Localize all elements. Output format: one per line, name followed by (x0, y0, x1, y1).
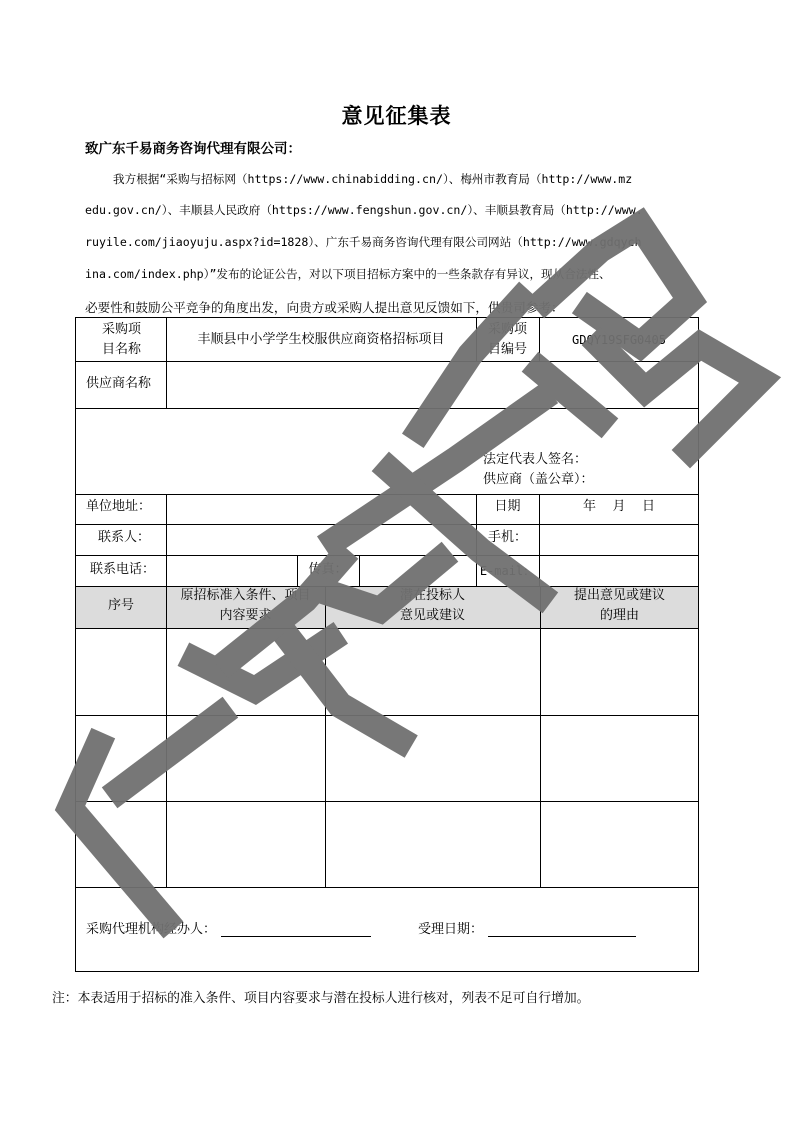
legal-rep-signature: 法定代表人签名： (483, 452, 588, 467)
date-value: 年 月 日 (582, 499, 656, 514)
table-row[interactable] (76, 715, 698, 800)
email-field[interactable] (539, 555, 699, 584)
col-header-opinion: 潜在投标人 意见或建议 (399, 588, 465, 623)
phone-label: 联系电话： (90, 562, 156, 577)
fax-field[interactable] (359, 555, 476, 584)
col-header-original: 原招标准入条件、项目 内容要求 (180, 588, 311, 623)
addressee: 致广东千易商务咨询代理有限公司： (85, 141, 301, 157)
intro-line-3: ruyile.com/jiaoyuju.aspx?id=1828）、广东千易商务咨询代理有限公司网站（http://www.gdqych (85, 235, 642, 249)
mobile-field[interactable] (539, 524, 699, 553)
project-no-value: GDQY19SFG0405 (572, 333, 666, 347)
phone-field[interactable] (166, 555, 296, 584)
email-label: E-mail： (479, 564, 536, 578)
col-header-reason: 提出意见或建议 的理由 (573, 588, 665, 623)
table-row[interactable] (76, 801, 698, 886)
mobile-label: 手机： (487, 530, 527, 545)
received-date-line[interactable] (488, 936, 636, 937)
project-no-label: 采购项 目编号 (487, 322, 527, 357)
intro-line-4: ina.com/index.php）”发布的论证公告，对以下项目招标方案中的一些条款存有异议，现从合法性、 (85, 267, 611, 281)
intro-line-1: 我方根据“采购与招标网（https://www.chinabidding.cn/）、梅州市教育局（http://www.mz (113, 172, 633, 186)
address-field[interactable] (166, 494, 476, 522)
supplier-name-label: 供应商名称 (86, 376, 152, 391)
footnote: 注：本表适用于招标的准入条件、项目内容要求与潜在投标人进行核对，列表不足可自行增加。 (52, 991, 590, 1006)
contact-field[interactable] (166, 524, 476, 553)
address-label: 单位地址： (86, 499, 152, 514)
received-date-label: 受理日期： (418, 922, 484, 937)
project-name-value: 丰顺县中小学学生校服供应商资格招标项目 (197, 332, 445, 347)
agent-label: 采购代理机构经办人： (86, 922, 217, 937)
document-title: 意见征集表 (341, 104, 452, 128)
supplier-name-field[interactable] (166, 362, 698, 406)
contact-label: 联系人： (98, 530, 151, 545)
agent-signature-line[interactable] (221, 936, 371, 937)
col-header-seq: 序号 (107, 598, 134, 613)
supplier-seal: 供应商（盖公章）： (483, 472, 594, 487)
intro-line-5: 必要性和鼓励公平竞争的角度出发，向贵方或采购人提出意见反馈如下，供贵司参考： (85, 300, 564, 315)
project-name-label: 采购项 目名称 (101, 322, 141, 357)
intro-line-2: edu.gov.cn/）、丰顺县人民政府（https://www.fengshun.gov.cn/）、丰顺县教育局（http://www. (85, 203, 643, 217)
fax-label: 传真： (308, 562, 348, 577)
table-row[interactable] (76, 628, 698, 713)
date-label: 日期 (494, 499, 521, 514)
